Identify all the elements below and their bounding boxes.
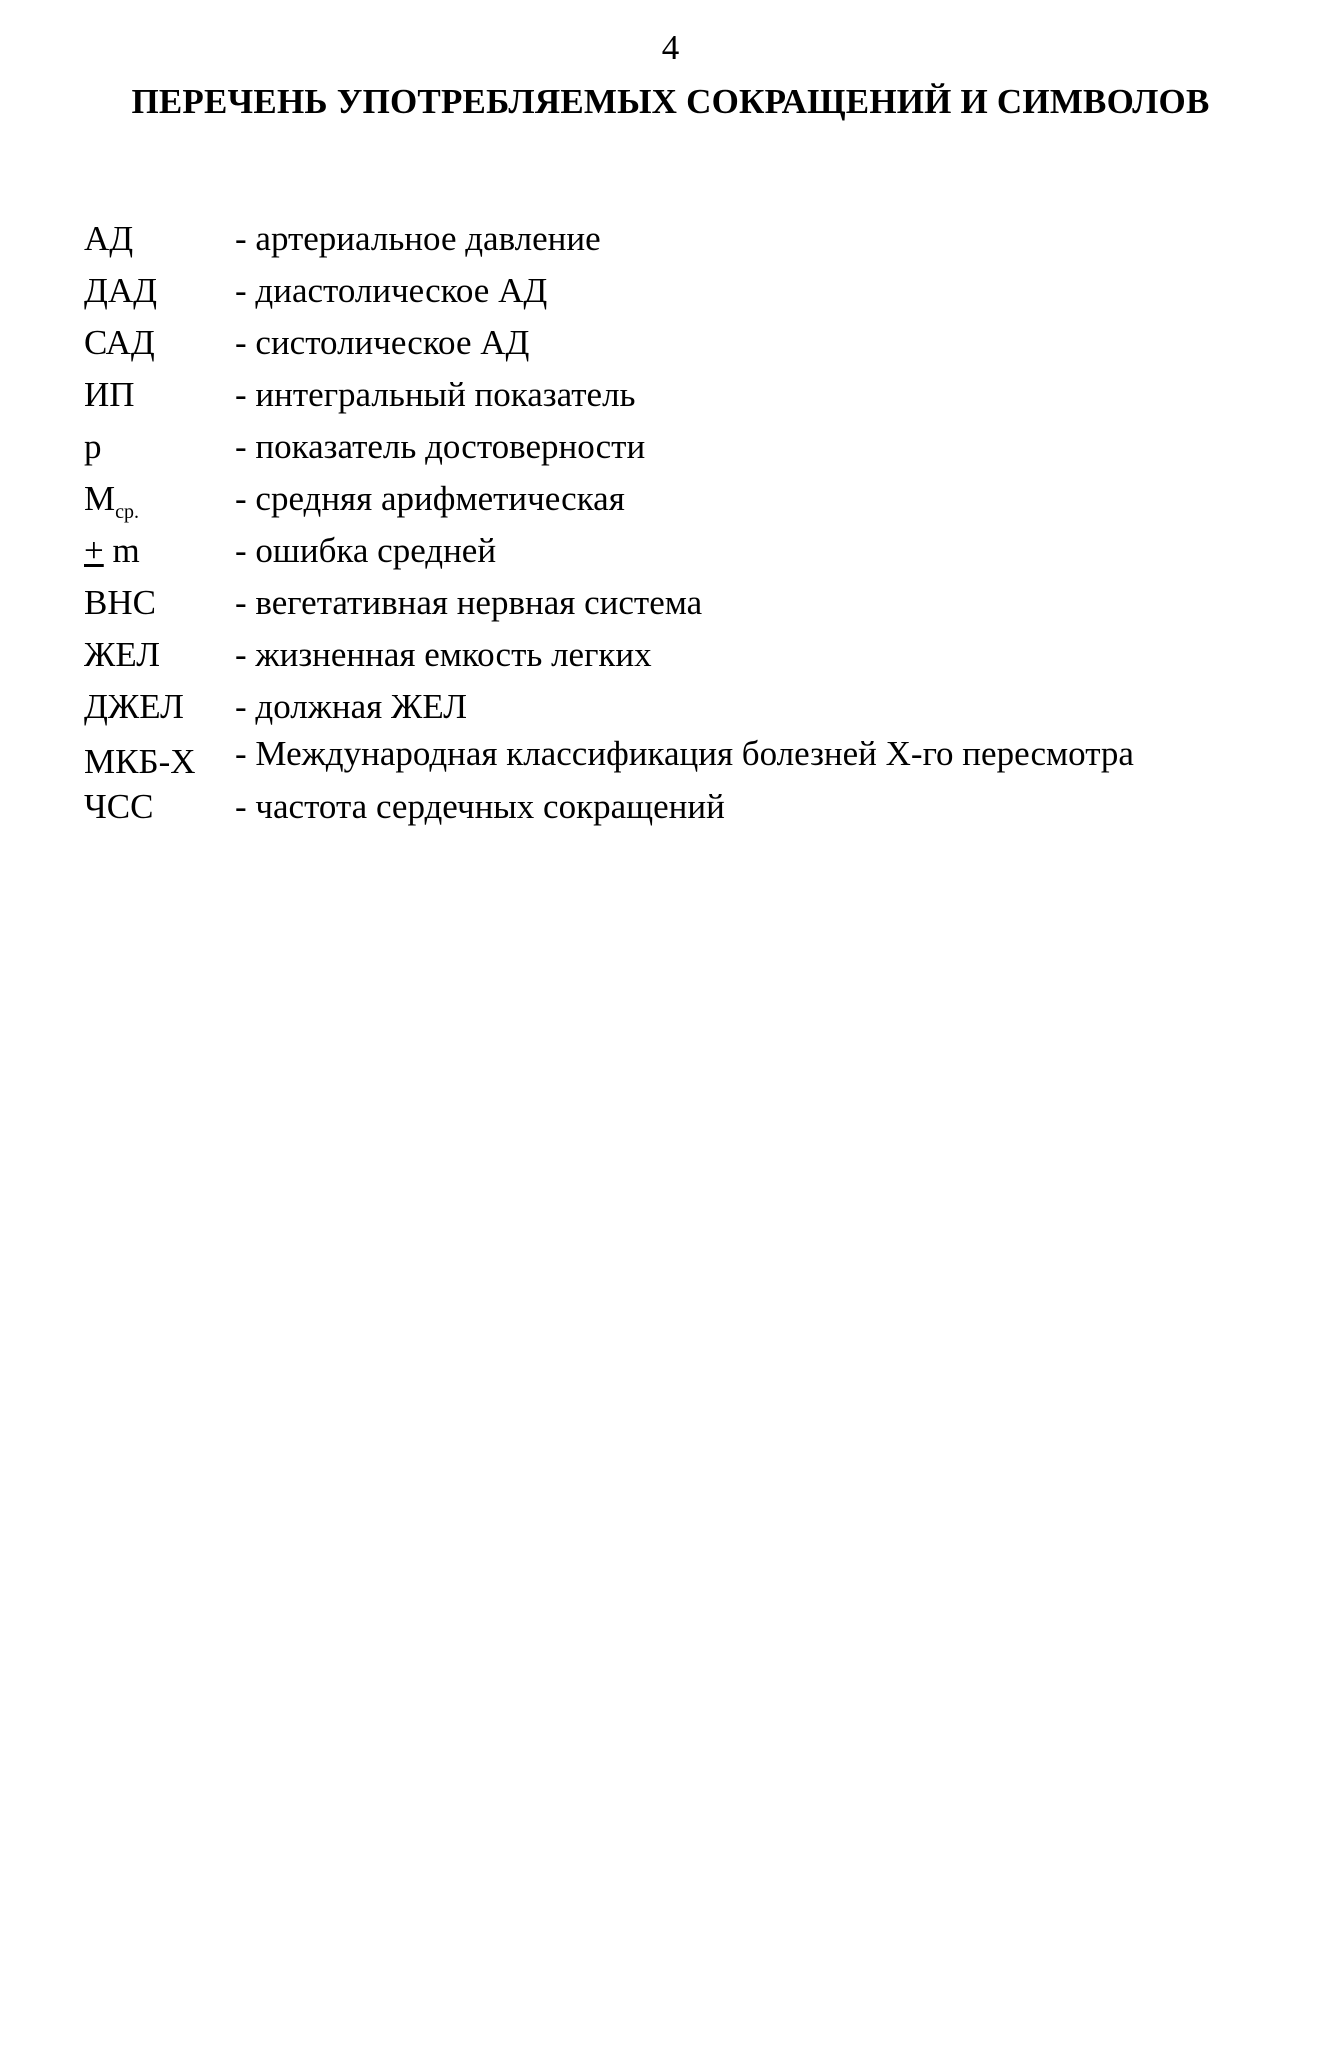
abbreviation-term-main: m	[103, 531, 140, 570]
abbreviation-row	[84, 317, 1284, 369]
abbreviation-row	[84, 733, 1284, 781]
abbreviation-row	[84, 421, 1284, 473]
abbreviation-definition: - артериальное давление	[235, 219, 601, 258]
abbreviation-definition: - частота сердечных сокращений	[235, 787, 725, 826]
page-number: 4	[661, 28, 680, 67]
abbreviation-term-main: M	[84, 479, 116, 518]
abbreviation-row	[84, 681, 1284, 733]
abbreviation-term-subscript: ср.	[115, 501, 140, 523]
abbreviation-term: ВНС	[84, 583, 156, 622]
abbreviation-definition: - средняя арифметическая	[235, 479, 625, 518]
abbreviation-term	[84, 525, 140, 577]
abbreviation-row	[84, 525, 1284, 577]
abbreviation-definition: - систолическое АД	[235, 323, 530, 362]
abbreviation-term: САД	[84, 323, 155, 362]
abbreviation-row	[84, 781, 1284, 833]
abbreviation-row	[84, 577, 1284, 629]
abbreviation-definition: - жизненная емкость легких	[235, 635, 652, 674]
abbreviation-term: ДАД	[84, 271, 158, 310]
abbreviation-term: ИП	[84, 375, 135, 414]
abbreviation-definition: - показатель достоверности	[235, 427, 646, 466]
abbreviation-term: р	[84, 427, 102, 466]
abbreviation-list	[84, 213, 1284, 833]
abbreviation-row	[84, 629, 1284, 681]
abbreviation-definition: - ошибка средней	[235, 531, 497, 570]
abbreviation-term: МКБ-X	[84, 742, 196, 781]
abbreviation-definition: - должная ЖЕЛ	[235, 687, 468, 726]
abbreviation-term	[84, 473, 139, 530]
abbreviation-row	[84, 213, 1284, 265]
abbreviation-row	[84, 369, 1284, 421]
abbreviation-term: ЖЕЛ	[84, 635, 161, 674]
abbreviation-term: АД	[84, 219, 134, 258]
abbreviation-term: ДЖЕЛ	[84, 687, 184, 726]
abbreviation-term: ЧСС	[84, 787, 154, 826]
abbreviation-definition: - интегральный показатель	[235, 375, 636, 414]
plus-minus-symbol: +	[84, 531, 104, 570]
abbreviation-definition: - вегетативная нервная система	[235, 583, 703, 622]
abbreviation-row	[84, 473, 1284, 525]
abbreviation-definition: - диастолическое АД	[235, 271, 548, 310]
abbreviation-definition: - Международная классификация болезней X-го пересмотра	[235, 734, 1134, 773]
abbreviation-row	[84, 265, 1284, 317]
page-title: ПЕРЕЧЕНЬ УПОТРЕБЛЯЕМЫХ СОКРАЩЕНИЙ И СИМВОЛОВ	[131, 82, 1210, 121]
